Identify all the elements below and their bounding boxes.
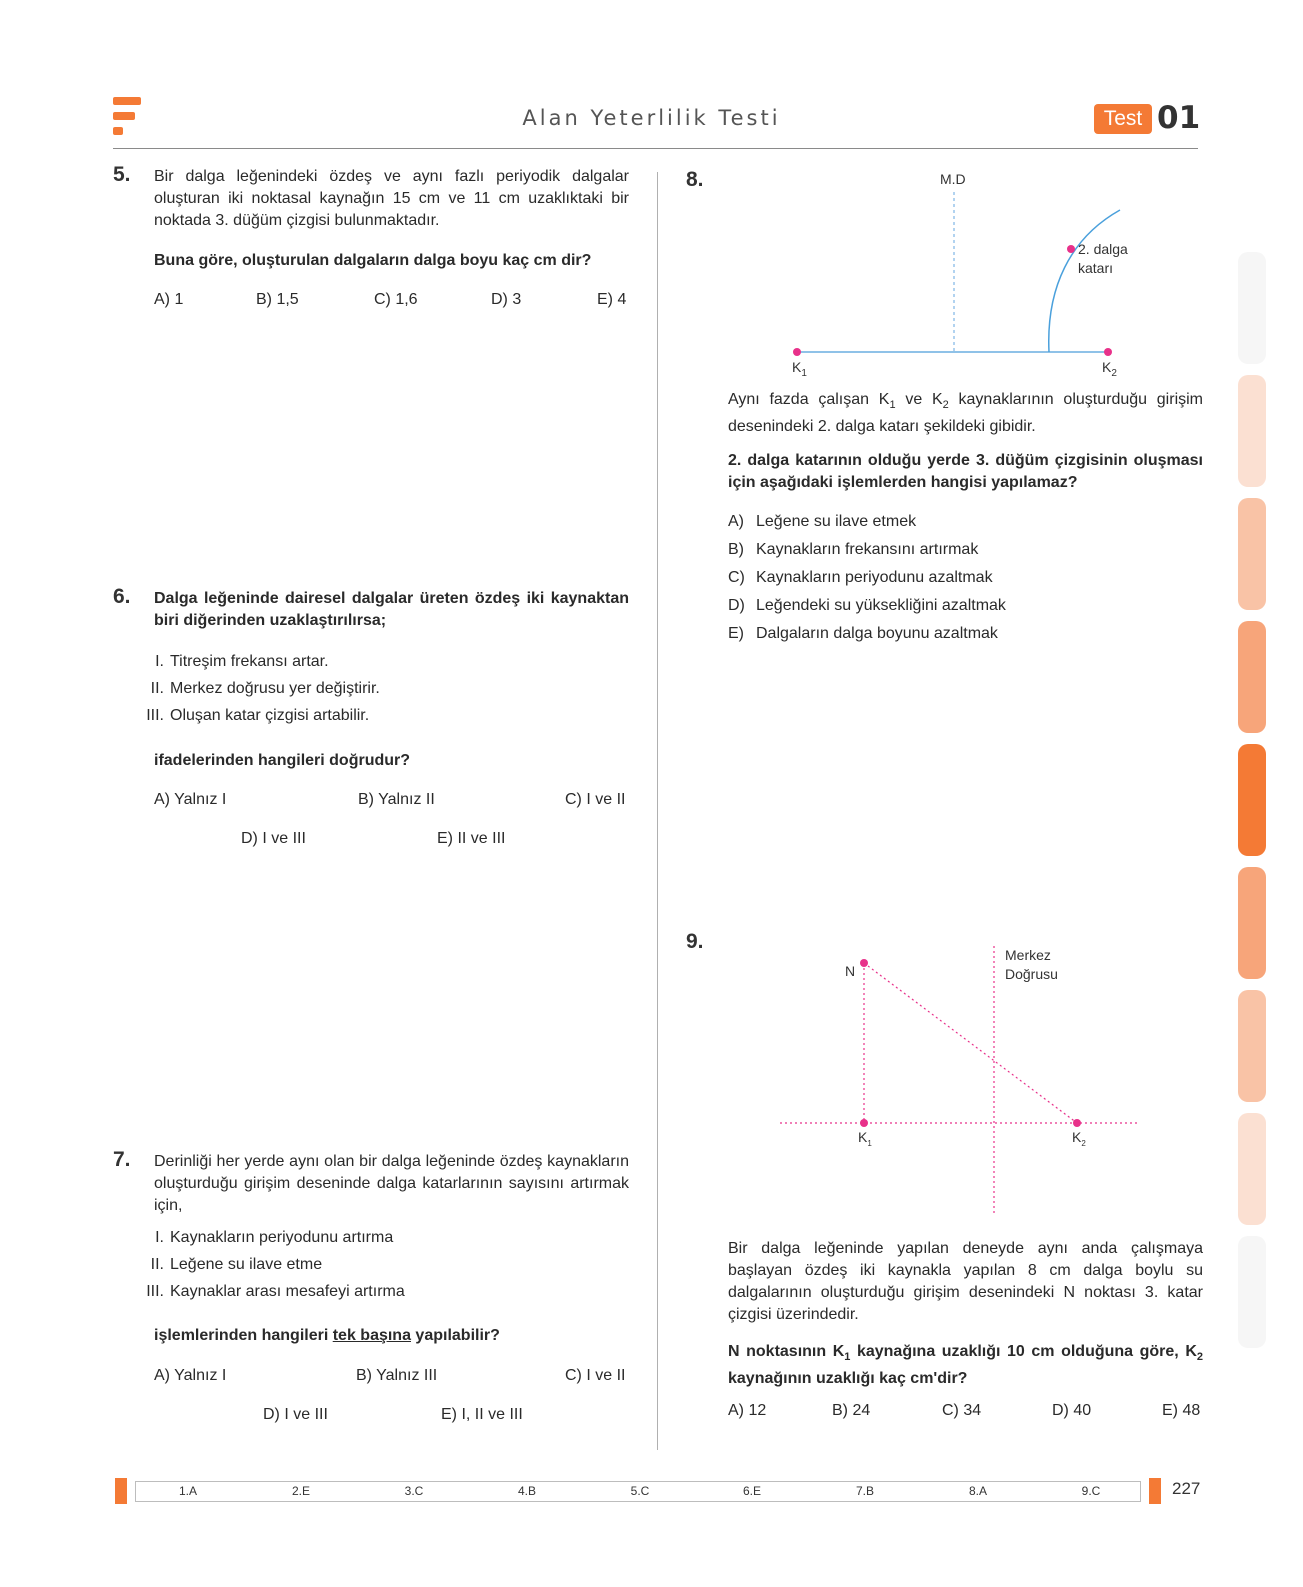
test-badge: Test (1094, 104, 1152, 134)
statement-1: I. Kaynakların periyodunu artırma (155, 1229, 394, 1246)
option-a[interactable]: A) 12 (728, 1402, 767, 1419)
option-e[interactable]: E) 48 (1162, 1402, 1201, 1419)
option-a[interactable]: A) Leğene su ilave etmek (728, 513, 917, 530)
option-b[interactable]: B) Yalnız II (358, 791, 435, 808)
option-a[interactable]: A) Yalnız I (154, 791, 227, 808)
answer-key-left-bar (115, 1478, 127, 1504)
option-d[interactable]: D) I ve III (241, 830, 306, 847)
question-prompt: Buna göre, oluşturulan dalgaların dalga boyu kaç cm dir? (154, 252, 592, 269)
option-c[interactable]: C) 1,6 (374, 291, 418, 308)
option-b[interactable]: B) Kaynakların frekansını artırmak (728, 541, 979, 558)
option-b[interactable]: B) 1,5 (256, 291, 299, 308)
page-number: 227 (1172, 1479, 1201, 1498)
option-e[interactable]: E) 4 (597, 291, 627, 308)
question-text: Bir dalga leğenindeki özdeş ve aynı fazlı periyodik dalgalar oluşturan iki noktasal kaynağın 15 cm ve 11 cm uzaklıktaki bir noktada 3. düğüm çizgisi bulunmaktadır. (154, 168, 629, 229)
antinodal-label-1: 2. dalga (1078, 241, 1128, 257)
source-k2-label: $K_2$ (1072, 1129, 1086, 1148)
option-d[interactable]: D) Leğendeki su yüksekliğini azaltmak (728, 597, 1006, 614)
q8-figure (770, 168, 1150, 383)
question-prompt: N noktasının $K_1$ kaynağına uzaklığı 10 cm olduğuna göre, $K_2$ kaynağının uzaklığı kaç cm'dir? (728, 1343, 1203, 1388)
question-prompt: 2. dalga katarının olduğu yerde 3. düğüm çizgisinin oluşması için aşağıdaki işlemlerden hangisi yapılamaz? (728, 452, 1203, 491)
option-d[interactable]: D) 40 (1052, 1402, 1092, 1419)
md-label: M.D (940, 171, 966, 187)
side-tab (1238, 498, 1266, 610)
side-tab (1238, 867, 1266, 979)
md-label-1: Merkez (1005, 947, 1051, 963)
antinodal-label-2: katarı (1078, 260, 1114, 276)
header-divider (113, 148, 1198, 149)
option-a[interactable]: A) 1 (154, 291, 184, 308)
answer-6: 6.E (742, 1484, 761, 1498)
answer-4: 4.B (517, 1484, 536, 1498)
option-c[interactable]: C) I ve II (565, 791, 626, 808)
answer-3: 3.C (404, 1484, 424, 1498)
answer-key-right-bar (1149, 1478, 1161, 1504)
statement-2: II. Leğene su ilave etme (150, 1256, 323, 1273)
answer-5: 5.C (630, 1484, 650, 1498)
question-number: 9. (686, 930, 704, 953)
question-number: 6. (113, 585, 131, 608)
question-number: 7. (113, 1148, 131, 1171)
option-c[interactable]: C) I ve II (565, 1367, 626, 1384)
antinodal-point (1067, 245, 1075, 253)
source-k2-point (1073, 1119, 1081, 1127)
underlined-phrase: tek başına (332, 1327, 411, 1344)
option-b[interactable]: B) Yalnız III (356, 1367, 438, 1384)
test-number: 01 (1157, 100, 1201, 136)
source-k2-label: $K_2$ (1102, 359, 1117, 379)
statement-2: II. Merkez doğrusu yer değiştirir. (150, 680, 380, 697)
source-k1-point (793, 348, 801, 356)
q9-figure (780, 940, 1150, 1220)
answer-8: 8.A (968, 1484, 987, 1498)
option-e[interactable]: E) I, II ve III (441, 1406, 523, 1423)
answer-9: 9.C (1081, 1484, 1101, 1498)
question-text: Dalga leğeninde dairesel dalgalar üreten özdeş iki kaynaktan biri diğerinden uzaklaştırılırsa; (154, 590, 629, 629)
question-text: Aynı fazda çalışan $K_1$ ve $K_2$ kaynaklarının oluşturduğu girişim desenindeki 2. dalga katarı şekildeki gibidir. (728, 391, 1204, 436)
point-n (860, 959, 868, 967)
option-b[interactable]: B) 24 (832, 1402, 871, 1419)
question-text: Derinliği her yerde aynı olan bir dalga leğeninde özdeş kaynakların oluşturduğu girişim deseninde dalga katarlarının sayısını artırmak için, (154, 1153, 629, 1214)
side-tab (1238, 621, 1266, 733)
question-prompt: işlemlerinden hangileri tek başına yapılabilir? (154, 1327, 500, 1344)
statement-3: III. Oluşan katar çizgisi artabilir. (146, 707, 370, 724)
question-text: Bir dalga leğeninde yapılan deneyde aynı anda çalışmaya başlayan özdeş iki kaynakla yapılan 8 cm dalga boylu su dalgalarının oluşturduğu girişim desenindeki N noktası 3. katar çizgisi üzerindedir. (728, 1240, 1203, 1323)
option-a[interactable]: A) Yalnız I (154, 1367, 227, 1384)
option-c[interactable]: C) 34 (942, 1402, 982, 1419)
option-c[interactable]: C) Kaynakların periyodunu azaltmak (728, 569, 993, 586)
statement-3: III. Kaynaklar arası mesafeyi artırma (146, 1283, 405, 1300)
side-tab (1238, 990, 1266, 1102)
source-k1-point (860, 1119, 868, 1127)
side-tab (1238, 252, 1266, 364)
answer-2: 2.E (291, 1484, 310, 1498)
question-number: 5. (113, 163, 131, 186)
answer-7: 7.B (855, 1484, 874, 1498)
page-title: Alan Yeterlilik Testi (522, 106, 781, 130)
option-d[interactable]: D) I ve III (263, 1406, 328, 1423)
question-number: 8. (686, 168, 704, 191)
n-k2-line (864, 963, 1077, 1123)
option-e[interactable]: E) Dalgaların dalga boyunu azaltmak (728, 625, 998, 642)
side-tab (1238, 1113, 1266, 1225)
point-n-label: N (845, 963, 856, 979)
column-divider (657, 172, 658, 1450)
md-label-2: Doğrusu (1005, 966, 1058, 982)
source-k1-label: $K_1$ (792, 359, 807, 379)
side-tab (1238, 1236, 1266, 1348)
side-tab (1238, 375, 1266, 487)
source-k2-point (1104, 348, 1112, 356)
option-d[interactable]: D) 3 (491, 291, 522, 308)
antinodal-line (1049, 210, 1120, 352)
side-tab (1238, 744, 1266, 856)
question-prompt: ifadelerinden hangileri doğrudur? (154, 752, 411, 769)
source-k1-label: $K_1$ (858, 1129, 872, 1148)
option-e[interactable]: E) II ve III (437, 830, 506, 847)
statement-1: I. Titreşim frekansı artar. (155, 653, 329, 670)
answer-1: 1.A (178, 1484, 197, 1498)
